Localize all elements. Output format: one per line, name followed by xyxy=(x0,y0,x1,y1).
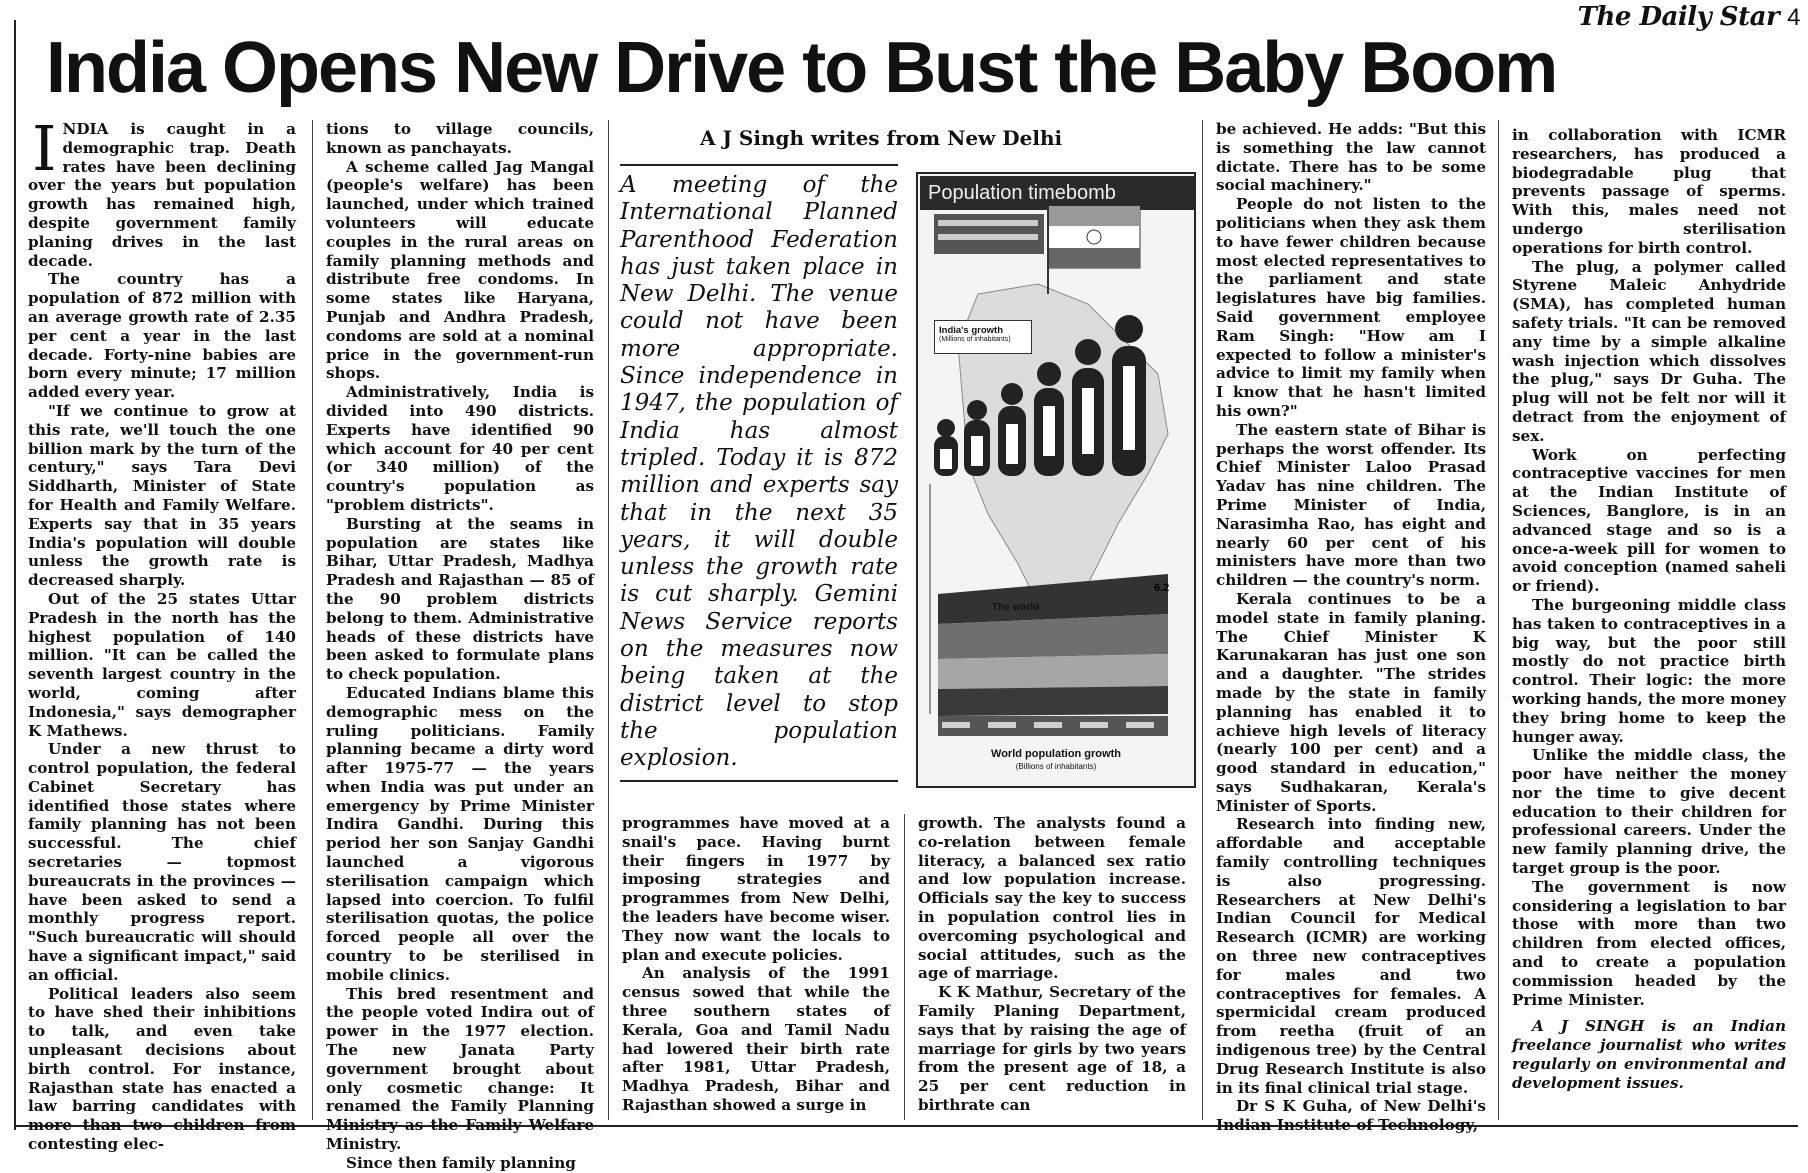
article-column-6 xyxy=(1512,126,1786,1120)
page-number: 4 xyxy=(1787,4,1800,31)
article-paragraph: "If we continue to grow at this rate, we'll touch the one billion mark by the turn of the century," says Tara Devi Siddharth, Minister of State for Health and Family Welfare. Experts say that in 35 years India's population will double unless the growth rate is decreased sharply. xyxy=(28,401,296,590)
article-paragraph: K K Mathur, Secretary of the Family Planing Department, says that by raising the age of marriage for girls by two years from the present age of 18, a 25 per cent reduction in birthrate can xyxy=(918,983,1186,1114)
graphic-inset-label xyxy=(934,320,1032,354)
article-paragraph: Research into finding new, affordable and acceptable family controlling techniques is also progressing. Researchers at New Delhi's Indian Council for Medical Research (ICMR) are working on three new contraceptives for males and two contraceptives for females. A spermicidal cream produced from reetha (fruit of an indigenous tree) by the Central Drug Research Institute is also in its final clinical trial stage. xyxy=(1216,815,1486,1097)
article-paragraph: Since then family planning xyxy=(346,1153,576,1172)
inset-subtitle: (Millions of inhabitants) xyxy=(939,336,1011,343)
author-note: A J SINGH is an Indian freelance journalist who writes regularly on environmental and development issues. xyxy=(1512,1017,1786,1092)
article-column-2 xyxy=(326,120,594,1172)
population-graphic xyxy=(916,172,1196,788)
article-paragraph: Work on perfecting contraceptive vaccines for men at the Indian Institute of Sciences, Banglore, is in an advanced stage and so is a once-a-week pill for women to avoid conception (named saheli or friend). xyxy=(1512,445,1786,596)
column-divider xyxy=(1498,120,1499,1120)
left-border-rule xyxy=(14,20,16,1130)
column-divider xyxy=(904,814,905,1120)
article-paragraph: programmes have moved at a snail's pace. Having burnt their fingers in 1977 by imposing strategies and programmes from New Delhi, the leaders have become wiser. They now want the locals to plan and execute policies. xyxy=(622,814,890,964)
article-paragraph: tions to village councils, known as panchayats. xyxy=(326,120,594,157)
article-column-5 xyxy=(1216,120,1486,1135)
article-paragraph: The country has a population of 872 million with an average growth rate of 2.35 per cent a year in the last decade. Forty-nine babies are born every minute; 17 million added every year. xyxy=(28,270,296,402)
byline: A J Singh writes from New Delhi xyxy=(700,126,1063,150)
article-paragraph: The government is now considering a legislation to bar those with more than two children from elected offices, and to create a population commission headed by the Prime Minister. xyxy=(1512,877,1786,1009)
column-divider xyxy=(608,120,609,1120)
standfirst-rule-top xyxy=(620,164,898,166)
standfirst: A meeting of the International Planned Parenthood Federation has just taken place in New Delhi. The venue could not have been more appropriate. Since independence in 1947, the population of India has almost tripled. Today it is 872 million and experts say that in the next 35 years, it will double unless the growth rate is cut sharply. Gemini News Service reports on the measures now being taken at the district level to stop the population explosion. xyxy=(620,172,898,772)
article-paragraph: Out of the 25 states Uttar Pradesh in the north has the highest population of 140 million. "It can be called the seventh largest country in the world, coming after Indonesia," says demographer K Mathews. xyxy=(28,589,296,740)
article-paragraph: People do not listen to the politicians when they ask them to have fewer children because most elected representatives to the parliament and state legislatures have big families. Said government employee Ram Singh: "How am I expected to follow a minister's advice to limit my family when I know that he hasn't limited his own?" xyxy=(1216,195,1486,420)
graphic-world-label: The world xyxy=(992,602,1040,613)
article-paragraph: Dr S K Guha, of New Delhi's Indian Institute of Technology, xyxy=(1216,1097,1486,1135)
article-paragraph: INDIA is caught in a demographic trap. Death rates have been declining over the years but population growth has remained high, despite government family planing drives in the last decade. xyxy=(28,112,296,270)
article-column-3 xyxy=(622,814,890,1120)
article-paragraph: in collaboration with ICMR researchers, has produced a biodegradable plug that prevents passage of sperms. With this, males need not undergo sterilisation operations for birth control. xyxy=(1512,126,1786,257)
article-paragraph: Kerala continues to be a model state in family planing. The Chief Minister K Karunakaran has just one son and a daughter. "The strides made by the state in family planning has enabled it to achieve high levels of literacy (nearly 100 per cent) and a good standard in education," says Sudhakaran, Kerala's Minister of Sports. xyxy=(1216,589,1486,815)
article-paragraph: An analysis of the 1991 census sowed that while the three southern states of Kerala, Goa and Tamil Nadu had lowered their birth rate after 1981, Uttar Pradesh, Madhya Pradesh, Bihar and Rajasthan showed a surge in xyxy=(622,964,890,1114)
graphic-illustration xyxy=(918,174,1194,786)
article-paragraph: Unlike the middle class, the poor have neither the money nor the time to give decent education to their children for professional careers. Under the new family planning drive, the target group is the poor. xyxy=(1512,746,1786,878)
article-column-1 xyxy=(28,112,296,1154)
article-paragraph: The plug, a polymer called Styrene Maleic Anhydride (SMA), has completed human safety trials. "It can be removed any time by a simple alkaline wash injection which dissolves the plug," says Dr Guha. The plug will not be felt nor will it detract from the enjoyment of sex. xyxy=(1512,257,1786,445)
article-column-4 xyxy=(918,814,1186,1120)
article-paragraph: Political leaders also seem to have shed their inhibitions to talk, and even take unpleasant decisions about birth control. For instance, Rajasthan state has enacted a law barring candidates with more than two children from contesting elec- xyxy=(28,984,296,1154)
headline: India Opens New Drive to Bust the Baby Boom xyxy=(46,28,1557,108)
masthead-name: The Daily Star xyxy=(1577,2,1780,32)
standfirst-rule-bottom xyxy=(620,780,898,782)
graphic-caption-sub: (Billions of inhabitants) xyxy=(1015,762,1097,771)
article-paragraph: The eastern state of Bihar is perhaps the worst offender. Its Chief Minister Laloo Prasad Yadav has nine children. The Prime Minister of India, Narasimha Rao, has eight and nearly 60 per cent of his ministers have more than two children — the country's norm. xyxy=(1216,420,1486,590)
column-divider xyxy=(312,120,313,1120)
article-paragraph: Administratively, India is divided into 490 districts. Experts have identified 90 which account for 40 per cent (or 340 million) of the country's population as "problem districts". xyxy=(326,383,594,514)
article-paragraph: be achieved. He adds: "But this is something the law cannot dictate. There has to be some social machinery." xyxy=(1216,120,1486,195)
graphic-world-value: 6.2 xyxy=(1154,582,1170,594)
article-paragraph: growth. The analysts found a co-relation between female literacy, a balanced sex ratio and low population increase. Officials say the key to success in population control lies in overcoming psychological and social attitudes, such as the age of marriage. xyxy=(918,814,1186,983)
column-divider xyxy=(1202,120,1203,1120)
article-paragraph: Under a new thrust to control population, the federal Cabinet Secretary has identified those states where family planning has not been successful. The chief secretaries — topmost bureaucrats in the provinces — have been asked to send a monthly progress report. "Such bureaucratic will should have a significant impact," said an official. xyxy=(28,740,296,984)
graphic-title: Population timebomb xyxy=(920,176,1196,210)
article-paragraph: Bursting at the seams in population are states like Bihar, Uttar Pradesh, Madhya Pradesh and Rajasthan — 85 of the 90 problem districts belong to them. Administrative heads of these districts have been asked to formulate plans to check population. xyxy=(326,514,594,684)
article-paragraph: This bred resentment and the people voted Indira out of power in the 1977 election. The new Janata Party government brought about only cosmetic change: It renamed the Family Planning Ministry as the Family Welfare Ministry. xyxy=(326,984,594,1154)
article-paragraph: A scheme called Jag Mangal (people's welfare) has been launched, under which trained volunteers will educate couples in the rural areas on family planning methods and distribute free condoms. In some states like Haryana, Punjab and Andhra Pradesh, condoms are sold at a nominal price in the government-run shops. xyxy=(326,157,594,383)
article-paragraph: Educated Indians blame this demographic mess on the ruling politicians. Family planning became a dirty word after 1975-77 — the years when India was put under an emergency by Prime Minister Indira Gandhi. During this period her son Sanjay Gandhi launched a vigorous sterilisation campaign which lapsed into coercion. To fulfil sterilisation quotas, the police forced people all over the country to be sterilised in mobile clinics. xyxy=(326,683,594,984)
article-paragraph: The burgeoning middle class has taken to contraceptives in a big way, but the poor still mostly do not practice birth control. Their logic: the more working hands, the more money they bring home to keep the hunger away. xyxy=(1512,595,1787,746)
graphic-caption: World population growth xyxy=(991,748,1121,760)
inset-title: India's growth xyxy=(939,325,1004,336)
